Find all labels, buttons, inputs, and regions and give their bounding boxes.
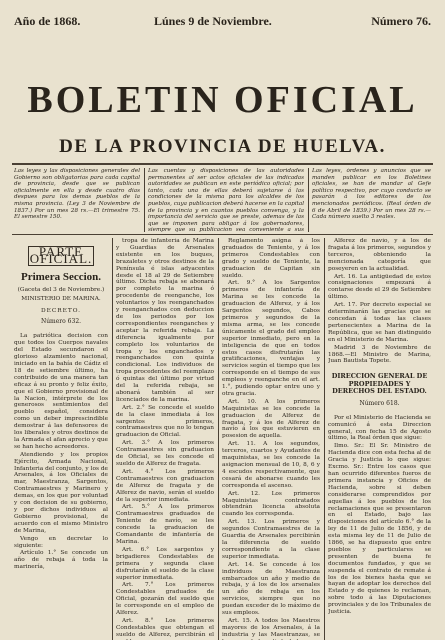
ministry-heading: MINISTERIO DE MARINA. [21,295,101,302]
masthead-subtitle: DE LA PROVINCIA DE HUELVA. [59,136,386,157]
paragraph: Art. 3.° A los primeros Contramaestres sin graduacion de Oficial, se les concede el sueldo de Alferez de fragata. [116,440,214,467]
paragraph: Madrid 3 de Noviembre de 1868.—El Ministro de Marina, Juan Bautista Topete. [328,344,431,365]
masthead-rule [12,163,433,165]
paragraph: Art. 15. A todos los Maestros mayores de los Arsenales, á la industria y las Maestranzas, se [222,617,320,638]
column-3 [222,238,320,640]
direction-number: Número 618. [359,399,400,407]
paragraph: Reglamento asigna á los graduados de Teniente, y á los primeros Condestables con grado y sueldo de Teniente, la graduacion de Capitan sin sueldo. [222,238,320,279]
column-divider [112,238,113,640]
column-divider [218,238,219,640]
issue-date: Lúnes 9 de Noviembre. [154,14,272,28]
masthead-title: BOLETIN OFICIAL [27,79,418,121]
issue-header [14,14,431,30]
parte-oficial-heading: PARTE OFICIAL. [29,244,93,266]
paragraph: Por el Ministerio de Hacienda se comunicó á esta Direccion general, con fecha 15 de Agosto último, la Real órden que sigue: [328,414,431,442]
column-2 [116,238,214,640]
column-divider [324,238,325,640]
paragraph: Art. 14. Se concede á los individuos de Maestranza embarcados un año y medio de rebaja, y á los de los arsenales un año de rebaja en los servicios, siempre que no puedan exceder de lo máximo de sus empleos. [222,561,320,617]
column-1 [14,238,108,640]
notes-rule [12,234,433,235]
issue-number: Número 76. [371,14,431,28]
article-columns [0,238,445,640]
paragraph: Art. 6.° Los sargentos y brigadieres Condestables de primera y segunda clase disfrutarán el sueldo de la clase superior inmediata. [116,546,214,581]
section-heading: Primera Seccion. [20,270,102,283]
column-4 [328,238,431,640]
paragraph: Art. 5.° A los primeros Contramaestres graduados de Teniente de navío, se les concede la graduacion de Comandante de infantería de Marina. [116,504,214,545]
decree-number: Número 632. [40,318,82,326]
notes-divider-right [308,168,309,232]
paragraph: Atendiendo y los propios Ejército, Armada Nacional, Infanteria del conjunto, y los de Arsenales, á los Oficiales de mar, Maestranza, Sargentos, Contramaestres y Marinero y demas, en los que por voluntad y con decision de su gobierno, y por dichos individuos al Gobierno provisional, de acuerdo con el mismo Ministro de Marina, [14,451,108,534]
paragraph: Art. 12. Los primeros Maquinistas contratados obtendrán licencia absoluta cuando les corresponda. [222,490,320,518]
note-right: Las leyes, órdenes y anuncios que se manden publicar en los Boletines oficiales, se han de mandar al Gefe político respectivo, por cuyo conducto se pasarán á los editores de los mencionados periódicos. (Real órden de 6 de Abril de 1839.) Por un mes 28 rs.—Cada número suelto 3 reales. [312,168,431,221]
paragraph: Art. 4.° Los primeros Contramaestres con graduacion de Alferez de fragata y de Alferez de navio, serán el sueldo de la superior inmediata. [116,468,214,503]
paragraph: Artículo 1.° Se concede un año de rebaja á toda la marinería, [14,550,108,571]
note-center: Las cuentas y disposiciones de las autoridades permanentes al ser actos oficiales de las indicadas autoridades se publican en este periódico oficial; por tanto, cada una de ellas deberá sujetarse á las condiciones de la misma para los alcaldes de los pueblos, cuya publicacion deberá hacerse en la capital de la provincia y en cuantos pueblos convenga, y la importancia del servicio que se preste, ademas de las que se imponen para obligar á los gobernadores, siempre que su publicacion sea conveniente a sus [148,168,304,232]
paragraph: Art. 2.° Se concede el sueldo de la clase inmediata á los sargentos primeros, contramaestres que no lo tengan graduacion de Oficial. [116,404,214,439]
paragraph: Art. 8.° Los primeros Condestables que obtengan el sueldo de Alferez, percibirán el [116,617,214,638]
paragraph: La patriótica decision con que todos los Cuerpos navales del Estado secundaron el glorioso alzamiento nacional, iniciado en la bahía de Cádiz el 18 de setiembre último, ha contribuido de una manera tan eficaz á su pronto y feliz éxito, que el Gobierno provisional de la Nacion, intérprete de los generosos sentimientos del pueblo español, considera como un deber imprescindible demostrar á las defensores de los liberales y otros destinos de la Armada el afan aprecio y que se han hecho acreedores. [14,333,108,450]
issue-year: Año de 1868. [14,14,81,28]
paragraph: tropa de infantería de Marina y Guardias de Arsenales existente en los buques, brazaletes y otros destinos de la Península é islas adyacentes desde el 18 al 29 de Setiembre último. Dicha rebaja se abonará por completo la marina ó procedente de reenganche, los voluntarios y los reenganchados y reenganchados con deduccion de los periodos por los correspondientes reenganches y aceptar la referida rebaja. La diferencia igualmente por completo los voluntarios de tropa y los enganchados y reenganchados con quinta condicional. Los individuos de tropa procedentes del reemplazo ó quintas del último por virtud del la referida rebaja, se abonará también al ser licenciados de la marina. [116,238,214,403]
direction-heading: DIRECCION GENERAL DE PROPIEDADES Y DERECHOS DEL ESTADO. [331,372,428,396]
paragraph: Art. 7.° Los primeros Condestables graduados de Oficial, gozarán del sueldo que le corresponde en el empleo de Alferez. [116,582,214,617]
note-left: Las leyes y las disposiciones generales del Gobierno son obligatorias para cada capital de provincia, desde que se publican oficialmente en ella y desde cuatro dias despues para los demas pueblos de la misma provincia. (Ley 3 de Noviembre de 1837.) Por un mes 28 rs.—El trimestre 75. El semestre 150. [14,168,140,221]
paragraph: Ilmo. Sr.: El Sr. Ministro de Hacienda dice con esta fecha al de Gracia y Justicia lo que sigue: Excmo. Sr.: Entre los casos que han ocurrido diferentes fueros de primera instancia y Oficios de Hacienda, sobre si deben considerarse comprendidos por aquellas á los pueblos de los reclamaciones que se presentaron en el Estado, bajo las disposiciones del artículo 6.° de la ley de 11 de Julio de 1856, y de esta misma ley de 11 de Julio de 1866, se ha dispuesto que entre pueblos y particulares se presenten de buena fe documentos fundados, y que se suspenda el contrato de remate á los de los bienes hasta que se hayan de adoptar los derechos del Estado y de quienes lo reclaman, sobre todo á las Diputaciones provinciales y de los Tribunales de Justicia. [328,443,431,616]
paragraph: Art. 13. Los primeros y segundos Contramaestres de la Guardia de Arsenales percibirán la diferencia de sueldo correspondiente a la clase superior inmediata. [222,519,320,560]
paragraph: Vengo en decretar lo siguiente: [14,535,108,549]
paragraph: Alferez de navío, y á los de fragata á los primeros, segundos y terceros, obteniendo la mencionada categoría que poseyeren en la actualidad. [328,238,431,272]
paragraph: Art. 10. A los primeros Maquinistas se les concede la graduacion de Alferez de fragata, y á los de Alferez de navío á los que estuvieren en posesion de aquella. [222,398,320,440]
paragraph: Art. 11. A los segundos, terceros, cuartos y Ayudantes de maquinistas, se les concede la asignacion mensual de 10, 8, 6 y 4 escudos respectivamente, que cesará de abonarse cuando les corresponda el ascenso. [222,441,320,489]
paragraph: Art. 16. La antigüedad de estos consignaciones empezará á contarse desde el 29 de Setiembre último. [328,273,431,301]
paragraph: Art. 9.° A los Sargentos primeros de infantería de Marina se les concede la graduacion de Alferez, y á los Sargentos segundos, Cabos primeros y segundos de la misma arma, se les concede únicamente el grado del empleo superior inmediato, pero en la inteligencia de que en todos estos casos disfrutarán las gratificaciones, ventajas y servicios según el tiempo que les corresponde en el tiempo de sus empleos y reenganche en el art. 1.°, pudiendo optar entre uno y otra gracia. [222,280,320,397]
notes-divider-left [144,168,145,232]
decree-label: DECRETO. [40,307,82,314]
paragraph: Art. 17. Por decreto especial se determinarán las gracias que se concedan á todas las clases pertenecientes a Marina de la República, que se han distinguido en el Ministerio de Marina. [328,302,431,343]
gazette-reference: (Gaceta del 3 de Noviembre.) [17,286,105,293]
